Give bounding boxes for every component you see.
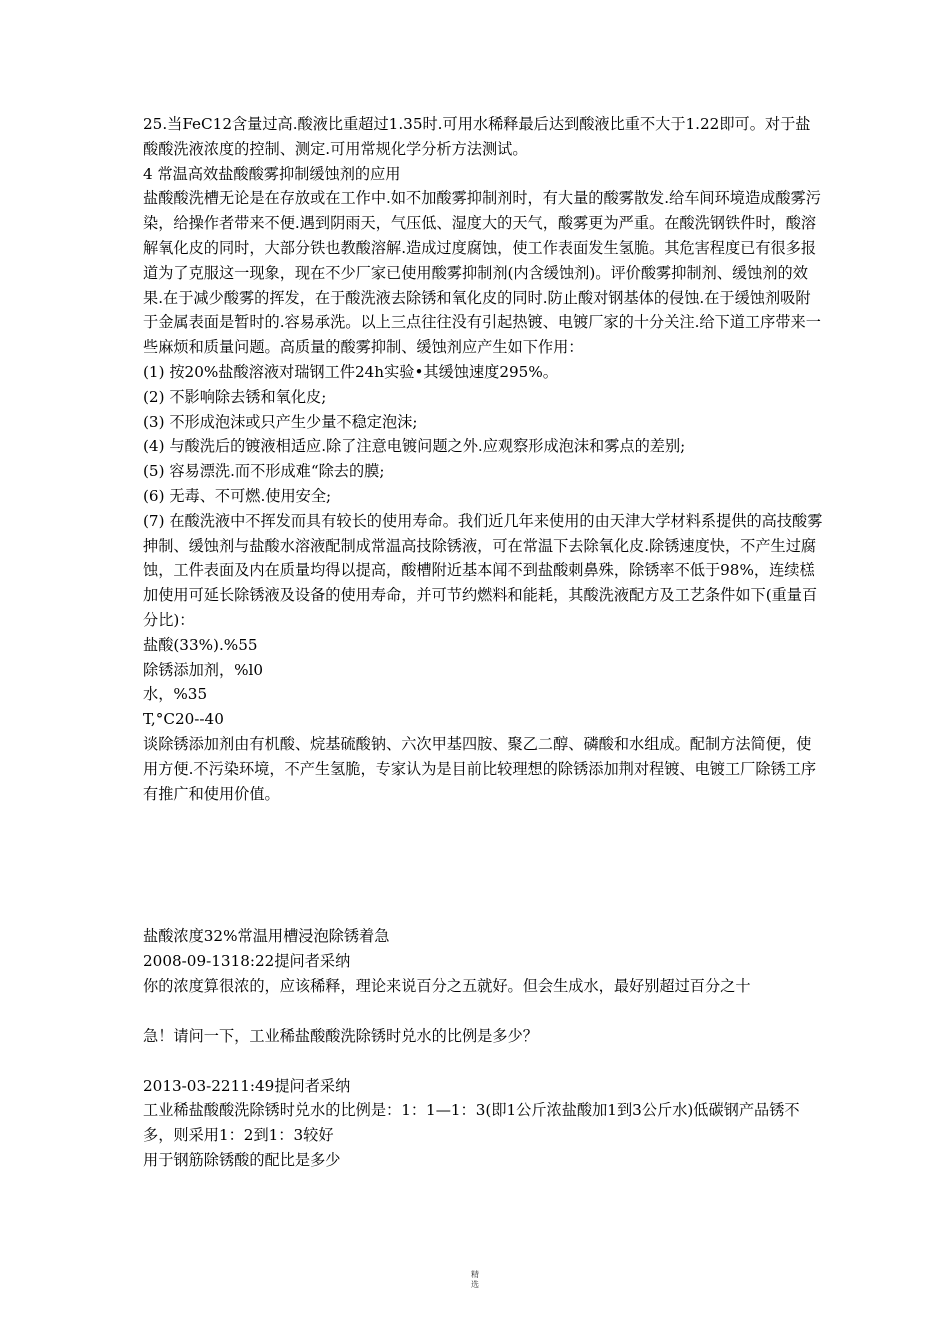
formula-water: 水，%35	[143, 685, 208, 704]
formula-temperature: T,°C20--40	[143, 710, 224, 729]
spacer	[143, 806, 823, 924]
section-heading-4: 4 常温高效盐酸酸雾抑制缓蚀剂的应用	[143, 164, 401, 183]
qa-timestamp: 2008-09-1318:22提问者采纳	[143, 952, 351, 971]
formula-additive: 除锈添加剂，%l0	[143, 660, 264, 679]
qa-question-title: 盐酸浓度32%常温用槽浸泡除锈着急	[143, 927, 390, 946]
list-item-2: (2) 不影响除去锈和氧化皮;	[143, 387, 327, 406]
qa-timestamp-2: 2013-03-2211:49提问者采纳	[143, 1076, 351, 1095]
list-item-1: (1) 按20%盐酸溶液对瑞钢工件24h实验•其缓蚀速度295%。	[143, 362, 558, 381]
page-footer	[0, 1270, 950, 1290]
footer-char-2: 选	[471, 1280, 479, 1289]
qa-question-title-2: 急！请问一下，工业稀盐酸酸洗除锈时兑水的比例是多少？	[143, 1026, 538, 1045]
list-item-5: (5) 容易漂洗.而不形成难“除去的膜;	[143, 462, 385, 481]
list-item-4: (4) 与酸洗后的镀液相适应.除了注意电镀问题之外.应观察形成泡沫和雾点的差别;	[143, 437, 686, 456]
formula-hcl: 盐酸(33%).%55	[143, 635, 258, 654]
list-item-3: (3) 不形成泡沫或只产生少量不稳定泡沫;	[143, 412, 418, 431]
spacer	[143, 999, 823, 1024]
document-body	[143, 112, 823, 1173]
qa-answer: 你的浓度算很浓的，应该稀释，理论来说百分之五就好。但会生成水，最好别超过百分之十	[143, 976, 751, 995]
list-item-7: (7) 在酸洗液中不挥发而具有较长的使用寿命。我们近几年来使用的由天津大学材料系提供的高技酸雾抻制、缓蚀剂与盐酸水溶液配制成常温高技除锈液，可在常温下去除氧化皮.除锈速度快，不产生过腐蚀，工件表面及内在质量均得以提高，酸槽附近基本闻不到盐酸刺鼻殊，除锈率不低于98%，连续榚加使用可延长除锈液及设备的使用寿命，并可节约燃料和能耗，其酸洗液配方及工艺条件如下(重量百分比)：	[143, 511, 823, 629]
spacer	[143, 1049, 823, 1074]
qa-answer-2: 工业稀盐酸酸洗除锈时兑水的比例是：1：1—1：3(即1公斤浓盐酸加1到3公斤水)低碳钢产品锈不多，则采用1：2到1：3较好	[143, 1101, 800, 1145]
paragraph-additive-composition: 谈除锈添加剂由有机酸、烷基硫酸钠、六次甲基四胺、聚乙二醇、磷酸和水组成。配制方法简便，使用方便.不污染环境，不产生氢脆，专家认为是目前比较理想的除锈添加荆对程镀、电镀工厂除锈工序有推广和使用价值。	[143, 734, 817, 803]
list-item-6: (6) 无毒、不可燃.使用安全;	[143, 486, 332, 505]
qa-question-title-3: 用于钢筋除锈酸的配比是多少	[143, 1150, 341, 1169]
footer-char-1: 精	[471, 1270, 479, 1279]
paragraph-acid-mist: 盐酸酸洗槽无论是在存放或在工作中.如不加酸雾抑制剂时，有大量的酸雾散发.给车间环境造成酸雾污染，给操作者带来不便.遇到阴雨天，气压低、湿度大的天气，酸雾更为严重。在酸洗钢铁件时，酸溶解氧化皮的同时，大部分铁也教酸溶解.造成过度腐蚀，使工作表面发生氢脆。其危害程度已有很多报道为了克服这一现象，现在不少厂家已使用酸雾抑制剂(内含缓蚀剂)。评价酸雾抑制剂、缓蚀剂的效果.在于减少酸雾的挥发，在于酸洗液去除锈和氧化皮的同时.防止酸对钢基体的侵蚀.在于缓蚀剂吸附于金属表面是暂时的.容易承洗。以上三点往往没有引起热镀、电镀厂家的十分关注.给下道工序带来一些麻烦和质量问题。高质量的酸雾抑制、缓蚀剂应产生如下作用：	[143, 189, 821, 357]
paragraph-fecl2-dilution: 25.当FeC12含量过高.酸液比重超过1.35时.可用水稀释最后达到酸液比重不大于1.22即可。对于盐酸酸洗液浓度的控制、测定.可用常规化学分析方法测试。	[143, 115, 811, 158]
